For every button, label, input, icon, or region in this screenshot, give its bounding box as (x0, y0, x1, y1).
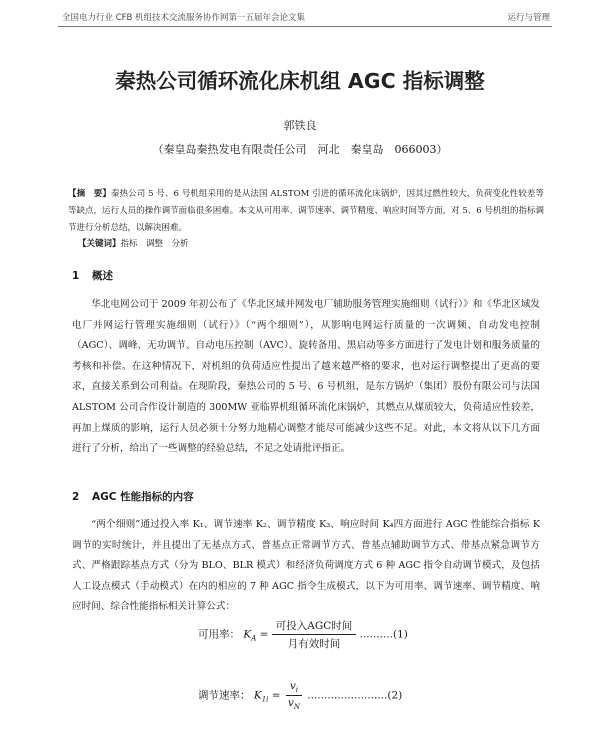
paper-title: 秦热公司循环流化床机组 AGC 指标调整 (115, 69, 485, 93)
formula-1-numerator: 可投入AGC时间 (272, 618, 357, 635)
formula-2-den-var: v (287, 697, 294, 710)
formula-1-denominator: 月有效时间 (287, 638, 341, 650)
author: 郭铁良 (283, 119, 317, 132)
section-1-number: 1 (72, 270, 80, 282)
formula-2-num-var: v (289, 680, 296, 692)
running-head-right: 运行与管理 (507, 13, 550, 23)
section-1-title: 概述 (92, 270, 113, 282)
section-2-paragraph: “两个细则”通过投入率 K₁、调节速率 K₂、调节精度 K₃、响应时间 K₄四方面进行 AGC 性能综合指标 K 调节的实时统计，并且提出了无基点方式、普基点正常调节方式、普基点辅助调节方式、带基点紧急调节方式、严格跟踪基点方式（分为 BLO、BLR 模式）和经济负荷调度方式 6 种 AGC 指令自动调节模式，及包括人工设点模式（手动模式）在内的相应的 7 种 AGC 指令生成模式，以下为可用率、调节速率、调节精度、响应时间、综合性能指标相关计算公式： (72, 519, 540, 613)
running-head-left: 全国电力行业 CFB 机组技术交流服务协作网第一五届年会论文集 (62, 13, 306, 23)
formula-2-dots: ........................ (307, 689, 388, 702)
abstract (68, 186, 544, 237)
abstract-label: 【摘 要】 (68, 189, 111, 199)
formula-2-symbol: K (253, 689, 262, 702)
header-rule (58, 26, 552, 27)
formula-2-number: (2) (387, 689, 403, 702)
formula-2-numerator (286, 680, 302, 696)
section-2-heading (72, 489, 194, 504)
section-1-heading (72, 268, 113, 283)
formula-2-fraction (284, 680, 304, 711)
formula-1-number: (1) (393, 628, 408, 641)
formula-2-label: 调节速率： (198, 689, 251, 702)
formula-availability: 可用率： $K_A$ = $\frac{\text{可投入AGC时间}}{\text{月有效时间}}$ ..........(1) (198, 620, 408, 650)
formula-1-dots: .......... (359, 628, 393, 641)
formula-2-denominator (284, 696, 304, 711)
keywords-label: 【关键词】 (78, 239, 121, 249)
keywords (78, 237, 189, 249)
formula-1-label: 可用率： (198, 628, 240, 641)
formula-1-symbol: K (243, 628, 252, 641)
formula-1-subscript: A (251, 634, 257, 643)
section-2-number: 2 (72, 491, 80, 503)
formula-regulation-rate: 调节速率： $K_{1i}$ = $\frac{v_i}{v_N}$ ........................(2) (198, 680, 403, 712)
formula-2-num-sub: i (295, 686, 299, 695)
formula-1-fraction (272, 618, 357, 651)
affiliation: （秦皇岛秦热发电有限责任公司 河北 秦皇岛 066003） (152, 143, 448, 156)
keywords-text: 指标 调整 分析 (120, 239, 189, 249)
section-1-paragraph: 华北电网公司于 2009 年初公布了《华北区域并网发电厂辅助服务管理实施细则（试行）》和《华北区域发电厂并网运行管理实施细则（试行）》（“两个细则”），从影响电网运行质量的一次调频、自动发电控制（AGC）、调峰、无功调节、自动电压控制（AVC）、旋转备用、黑启动等多方面进行了发电计划和服务质量的考核和补偿。在这种情况下，对机组的负荷适应性提出了越来越严格的要求，也对运行调整提出了更高的要求，直接关系到公司利益。在现阶段，秦热公司的 5 号、6 号机组，是东方锅炉（集团）股份有限公司与法国 ALSTOM 公司合作设计制造的 300MW 亚临界机组循环流化床锅炉，其燃点从煤质较大，负荷适应性较差，再加上煤质的影响，运行人员必须十分努力地精心调整才能尽可能减少这些不足。对此，本文将从以下几方面进行了分析，给出了一些调整的经验总结，不足之处请批评指正。 (72, 299, 540, 455)
section-2-title: AGC 性能指标的内容 (92, 491, 194, 503)
formula-2-subscript: 1i (261, 695, 269, 704)
formula-2-den-sub: N (293, 703, 300, 712)
abstract-text: 秦热公司 5 号、6 号机组采用的是从法国 ALSTOM 引进的循环流化床锅炉，因其过燃性较大，负荷变化性较差等等缺点，运行人员的操作调节面临很多困难。本文从可用率、调节速率、调节精度、响应时间等方面，对 5、6 号机组的指标调节进行分析总结，以解决困难。 (68, 189, 544, 233)
